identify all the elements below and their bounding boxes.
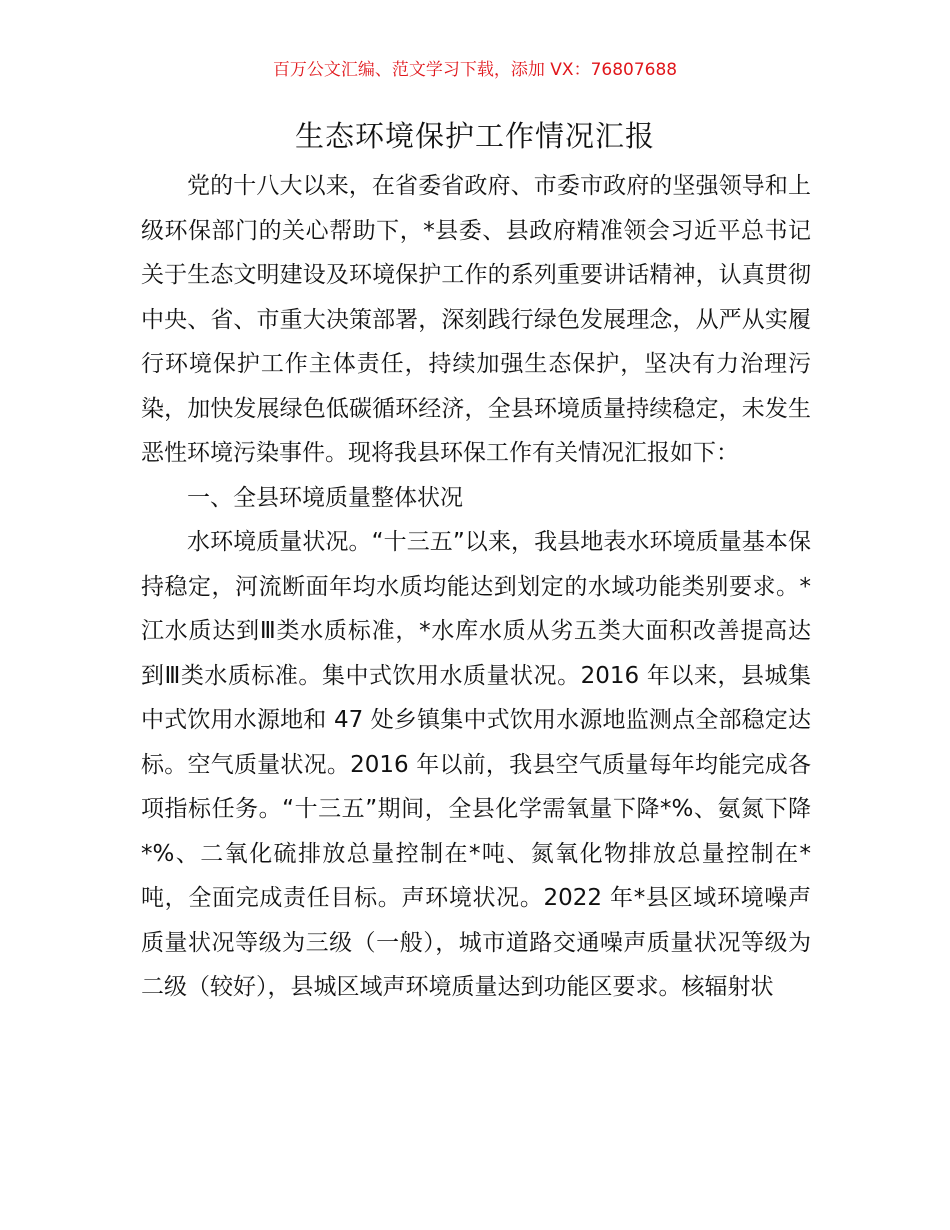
- environment-status-paragraph: 水环境质量状况。“十三五”以来，我县地表水环境质量基本保持稳定，河流断面年均水质均能达到划定的水域功能类别要求。*江水质达到Ⅲ类水质标准，*水库水质从劣五类大面积改善提高达到Ⅲ类水质标准。集中式饮用水质量状况。2016 年以来，县城集中式饮用水源地和 47 处乡镇集中式饮用水源地监测点全部稳定达标。空气质量状况。2016 年以前，我县空气质量每年均能完成各项指标任务。“十三五”期间，全县化学需氧量下降*%、氨氮下降*%、二氧化硫排放总量控制在*吨、氮氧化物排放总量控制在*吨，全面完成责任目标。声环境状况。2022 年*县区域环境噪声质量状况等级为三级（一般），城市道路交通噪声质量状况等级为二级（较好），县城区域声环境质量达到功能区要求。核辐射状: [141, 529, 811, 1000]
- document-body: [141, 164, 811, 1010]
- section-heading: 一、全县环境质量整体状况: [187, 484, 463, 511]
- watermark-banner: 百万公文汇编、范文学习下载，添加 VX：76807688: [272, 60, 678, 80]
- document-title: 生态环境保护工作情况汇报: [294, 119, 655, 153]
- intro-paragraph: 党的十八大以来，在省委省政府、市委市政府的坚强领导和上级环保部门的关心帮助下，*县委、县政府精准领会习近平总书记关于生态文明建设及环境保护工作的系列重要讲话精神，认真贯彻中央、省、市重大决策部署，深刻践行绿色发展理念，从严从实履行环境保护工作主体责任，持续加强生态保护，坚决有力治理污染，加快发展绿色低碳循环经济，全县环境质量持续稳定，未发生恶性环境污染事件。现将我县环保工作有关情况汇报如下：: [141, 173, 811, 466]
